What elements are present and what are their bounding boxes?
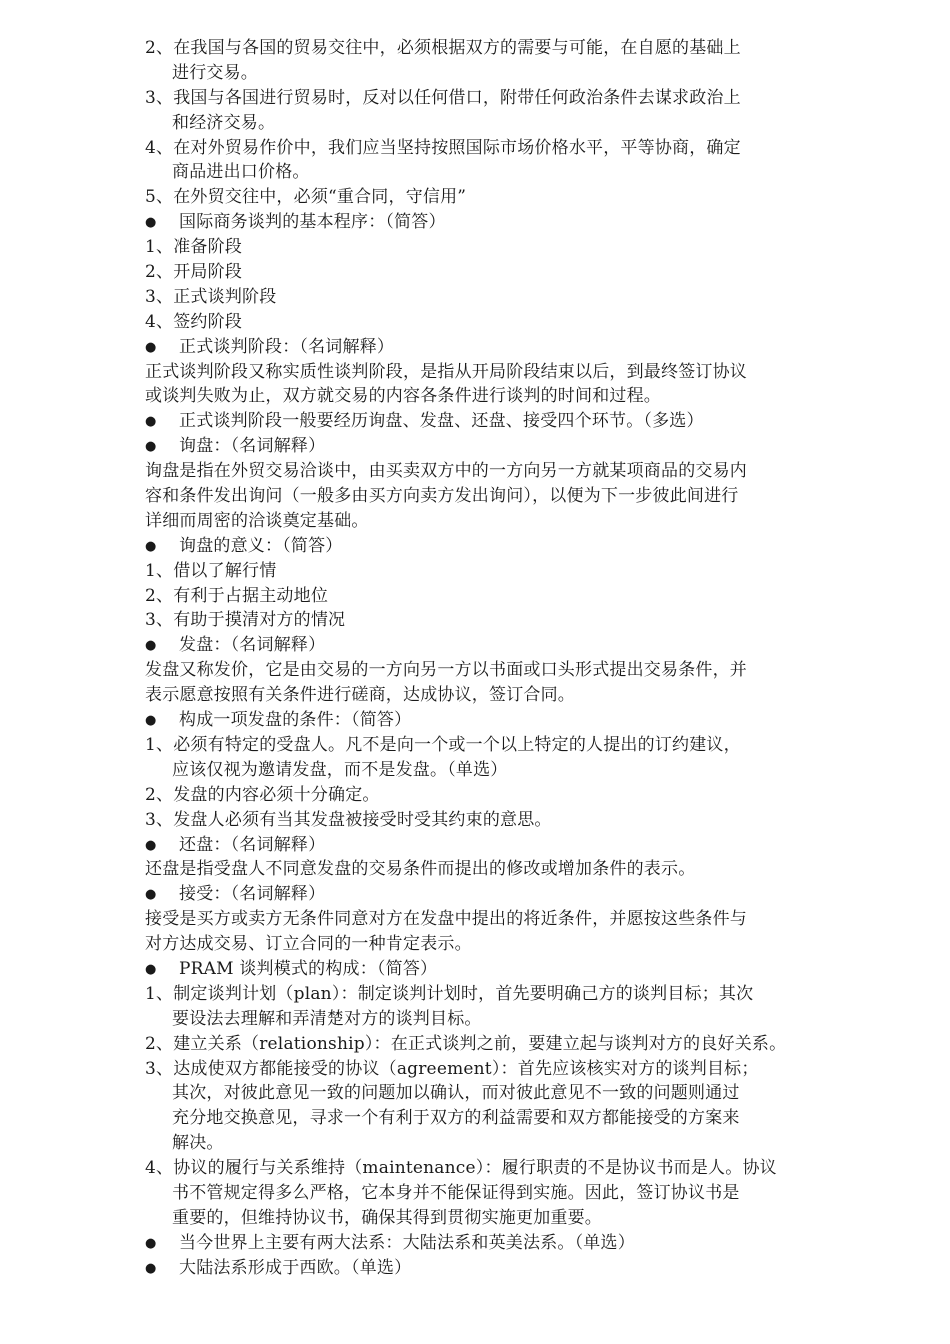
bullet-text: 国际商务谈判的基本程序：（简答） [179,212,446,233]
document-body [145,36,810,1281]
text-line: 5、在外贸交往中，必须“重合同，守信用” [145,187,467,208]
text-line: 商品进出口价格。 [172,162,310,183]
bullet-text: PRAM 谈判模式的构成：（简答） [179,958,438,979]
text-line: 解决。 [172,1133,224,1154]
text-line: 进行交易。 [172,62,258,83]
paragraph [145,360,810,410]
bullet-heading [145,633,810,658]
list-item [145,136,810,186]
text-line: 4、在对外贸易作价中，我们应当坚持按照国际市场价格水平，平等协商，确定 [145,137,741,158]
list-item [145,260,810,285]
bullet-text: 正式谈判阶段：（名词解释） [179,336,395,357]
text-line: 容和条件发出询问（一般多由买方向卖方发出询问），以便为下一步彼此间进行 [145,486,739,507]
text-line: 2、建立关系（relationship）：在正式谈判之前，要建立起与谈判对方的良好关系。 [145,1033,787,1054]
bullet-heading [145,833,810,858]
bullet-text: 大陆法系形成于西欧。（单选） [179,1257,412,1278]
bullet-text: 正式谈判阶段一般要经历询盘、发盘、还盘、接受四个环节。（多选） [179,411,704,432]
bullet-icon: ● [145,439,157,455]
text-line: 对方达成交易、订立合同的一种肯定表示。 [145,934,472,955]
list-item [145,185,810,210]
text-line: 3、正式谈判阶段 [145,286,277,307]
text-line: 表示愿意按照有关条件进行磋商，达成协议，签订合同。 [145,685,575,706]
text-line: 应该仅视为邀请发盘，而不是发盘。（单选） [172,759,508,780]
text-line: 3、有助于摸清对方的情况 [145,610,346,631]
bullet-heading [145,434,810,459]
text-line: 2、发盘的内容必须十分确定。 [145,784,380,805]
list-item [145,1156,810,1231]
list-item [145,310,810,335]
paragraph [145,658,810,708]
bullet-text: 接受：（名词解释） [179,884,326,905]
text-line: 要设法去理解和弄清楚对方的谈判目标。 [172,1008,482,1029]
bullet-icon: ● [145,1235,157,1251]
paragraph [145,857,810,882]
bullet-heading [145,1231,810,1256]
bullet-text: 当今世界上主要有两大法系：大陆法系和英美法系。（单选） [179,1232,635,1253]
text-line: 发盘又称发价，它是由交易的一方向另一方以书面或口头形式提出交易条件，并 [145,660,747,681]
bullet-icon: ● [145,215,157,231]
bullet-icon: ● [145,538,157,554]
paragraph [145,907,810,957]
bullet-text: 询盘的意义：（简答） [179,535,343,556]
text-line: 书不管规定得多么严格，它本身并不能保证得到实施。因此，签订协议书是 [172,1182,740,1203]
text-line: 重要的，但维持协议书，确保其得到贯彻实施更加重要。 [172,1207,602,1228]
text-line: 1、制定谈判计划（plan）：制定谈判计划时，首先要明确己方的谈判目标；其次 [145,983,754,1004]
bullet-heading [145,335,810,360]
bullet-text: 发盘：（名词解释） [179,635,326,656]
text-line: 详细而周密的洽谈奠定基础。 [145,510,369,531]
text-line: 还盘是指受盘人不同意发盘的交易条件而提出的修改或增加条件的表示。 [145,859,696,880]
text-line: 2、有利于占据主动地位 [145,585,329,606]
bullet-heading [145,882,810,907]
bullet-heading [145,957,810,982]
bullet-text: 询盘：（名词解释） [179,436,326,457]
text-line: 1、借以了解行情 [145,560,277,581]
bullet-icon: ● [145,887,157,903]
text-line: 3、发盘人必须有当其发盘被接受时受其约束的意思。 [145,809,552,830]
bullet-heading [145,210,810,235]
list-item [145,783,810,808]
text-line: 询盘是指在外贸交易洽谈中，由买卖双方中的一方向另一方就某项商品的交易内 [145,461,747,482]
document-page [145,36,810,1281]
bullet-icon: ● [145,713,157,729]
text-line: 或谈判失败为止，双方就交易的内容各条件进行谈判的时间和过程。 [145,386,661,407]
bullet-text: 构成一项发盘的条件：（简答） [179,710,412,731]
text-line: 接受是买方或卖方无条件同意对方在发盘中提出的将近条件，并愿按这些条件与 [145,909,747,930]
list-item [145,285,810,310]
list-item [145,982,810,1032]
bullet-icon: ● [145,1260,157,1276]
list-item [145,608,810,633]
list-item [145,1057,810,1157]
text-line: 其次，对彼此意见一致的问题加以确认，而对彼此意见不一致的问题则通过 [172,1083,740,1104]
bullet-heading [145,708,810,733]
list-item [145,559,810,584]
text-line: 3、达成使双方都能接受的协议（agreement）：首先应该核实对方的谈判目标； [145,1058,759,1079]
bullet-icon: ● [145,414,157,430]
text-line: 正式谈判阶段又称实质性谈判阶段，是指从开局阶段结束以后，到最终签订协议 [145,361,747,382]
bullet-heading [145,1256,810,1281]
paragraph [145,459,810,534]
bullet-icon: ● [145,339,157,355]
bullet-icon: ● [145,961,157,977]
text-line: 2、开局阶段 [145,262,243,283]
bullet-icon: ● [145,837,157,853]
text-line: 4、协议的履行与关系维持（maintenance）：履行职责的不是协议书而是人。协议 [145,1158,777,1179]
list-item [145,584,810,609]
list-item [145,36,810,86]
list-item [145,86,810,136]
bullet-heading [145,534,810,559]
text-line: 1、准备阶段 [145,237,243,258]
text-line: 充分地交换意见，寻求一个有利于双方的利益需要和双方都能接受的方案来 [172,1108,740,1129]
bullet-text: 还盘：（名词解释） [179,834,326,855]
text-line: 3、我国与各国进行贸易时，反对以任何借口，附带任何政治条件去谋求政治上 [145,87,741,108]
text-line: 和经济交易。 [172,112,276,133]
text-line: 1、必须有特定的受盘人。凡不是向一个或一个以上特定的人提出的订约建议， [145,734,741,755]
bullet-icon: ● [145,638,157,654]
list-item [145,1032,810,1057]
list-item [145,235,810,260]
list-item [145,733,810,783]
text-line: 4、签约阶段 [145,311,243,332]
bullet-heading [145,409,810,434]
list-item [145,808,810,833]
text-line: 2、在我国与各国的贸易交往中，必须根据双方的需要与可能，在自愿的基础上 [145,38,741,58]
